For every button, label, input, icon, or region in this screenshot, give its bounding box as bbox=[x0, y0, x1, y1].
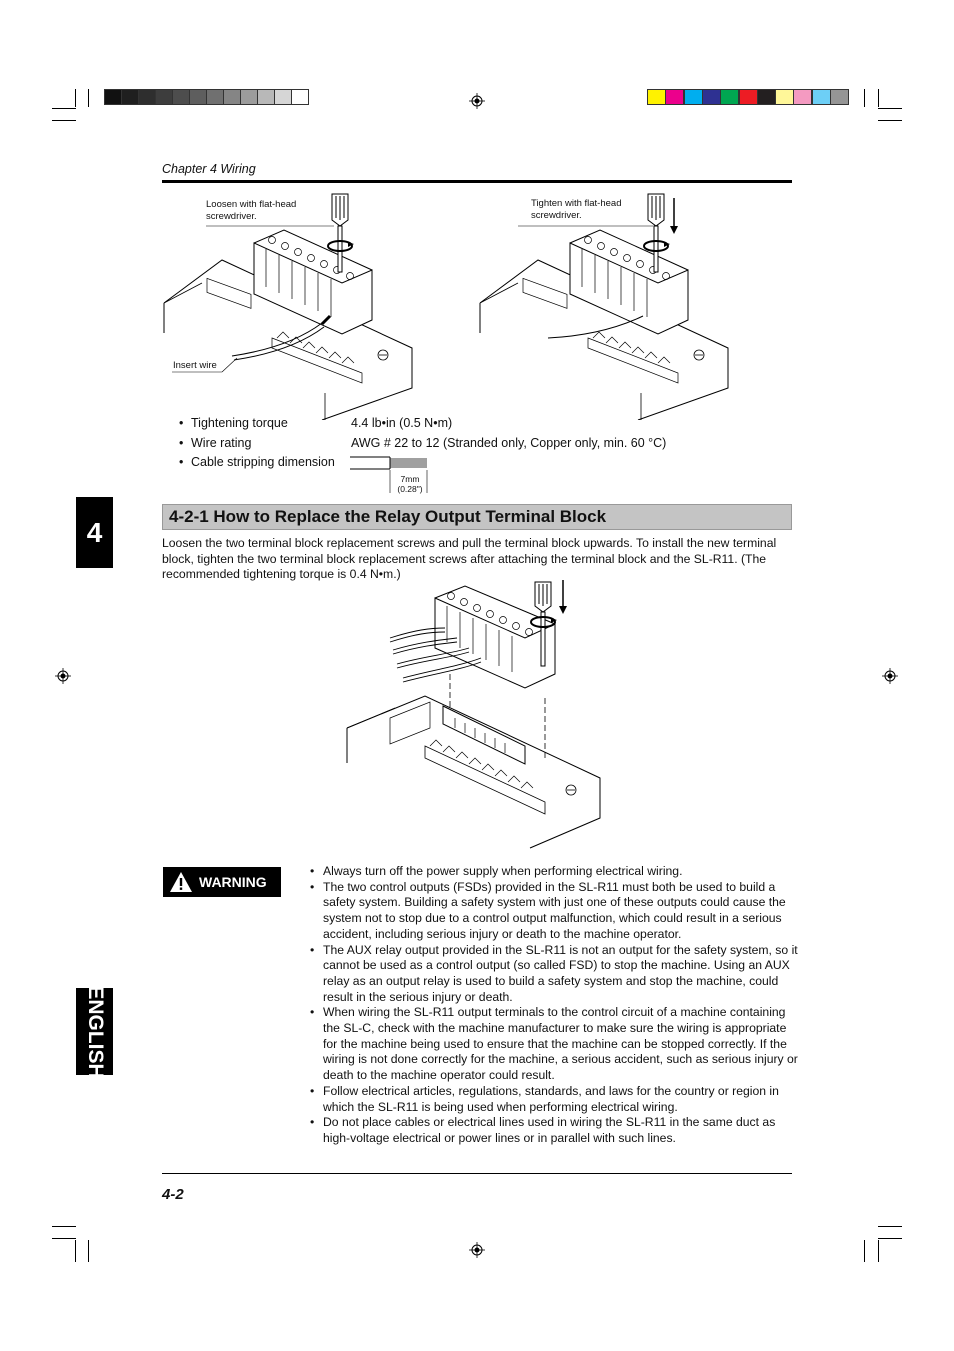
warning-item: • When wiring the SL-R11 output terminals to the control circuit of a machine containing the SL-C, check with the machine manufacturer to make sure the wiring is appropriate for the machine being used to ensure that the machine can be stopped correctly. If the wiring is not done correctly for the machine, a serious accident, such as serious injury or death to the machine operator could result. bbox=[308, 1005, 798, 1084]
page-number: 4-2 bbox=[162, 1186, 184, 1203]
spec-label-torque: Tightening torque bbox=[191, 416, 288, 430]
crop-mark bbox=[75, 89, 76, 107]
crop-mark bbox=[864, 89, 865, 107]
gray-swatch bbox=[240, 89, 258, 105]
crop-mark bbox=[52, 1226, 76, 1227]
crop-mark bbox=[878, 1240, 879, 1262]
color-swatch bbox=[720, 89, 739, 105]
spec-label-strip: Cable stripping dimension bbox=[191, 455, 335, 469]
insert-wire-callout: Insert wire bbox=[173, 360, 217, 371]
warning-badge bbox=[163, 867, 281, 897]
gray-swatch bbox=[172, 89, 190, 105]
gray-swatch bbox=[257, 89, 275, 105]
color-swatch bbox=[647, 89, 666, 105]
gray-swatch bbox=[291, 89, 309, 105]
crop-mark bbox=[878, 1238, 902, 1239]
gray-swatch bbox=[189, 89, 207, 105]
crop-mark bbox=[88, 89, 89, 107]
tighten-callout: Tighten with flat-head screwdriver. bbox=[531, 198, 622, 221]
gray-swatch bbox=[155, 89, 173, 105]
terminal-unit-right bbox=[480, 194, 732, 420]
crop-mark bbox=[878, 1226, 902, 1227]
registration-mark-icon bbox=[469, 1242, 485, 1258]
gray-swatch bbox=[206, 89, 224, 105]
gray-swatch bbox=[104, 89, 122, 105]
spec-bullet: • bbox=[179, 455, 184, 469]
color-swatch bbox=[702, 89, 721, 105]
crop-mark bbox=[52, 108, 76, 109]
warning-item: • The two control outputs (FSDs) provided in the SL-R11 must both be used to build a safety system. Building a safety system with just one of these outputs could cause the system not to stop due to a control output malfunction, which could result in a serious accident, including serious injury or death to the machine operator. bbox=[308, 880, 798, 943]
terminal-replacement-illustration bbox=[345, 578, 603, 858]
crop-mark bbox=[52, 120, 76, 121]
gray-swatch bbox=[274, 89, 292, 105]
color-swatch bbox=[684, 89, 703, 105]
crop-mark bbox=[75, 1240, 76, 1262]
gray-swatch bbox=[138, 89, 156, 105]
color-swatch bbox=[739, 89, 758, 105]
warning-label: WARNING bbox=[199, 874, 267, 890]
terminal-unit-left bbox=[164, 194, 412, 420]
spec-bullet: • bbox=[179, 416, 184, 430]
language-tab-label: ENGLISH bbox=[83, 984, 107, 1079]
header-rule bbox=[162, 180, 792, 183]
color-swatch bbox=[665, 89, 684, 105]
section-paragraph: Loosen the two terminal block replacement screws and pull the terminal block upwards. To install the new terminal block, tighten the two terminal block replacement screws after attaching the terminal block and the SL-R11. (The recommended tightening torque is 0.4 N•m.) bbox=[162, 536, 777, 581]
language-tab bbox=[76, 984, 113, 1079]
warning-triangle-icon bbox=[169, 871, 193, 893]
footer-rule bbox=[162, 1173, 792, 1174]
spec-value-torque: 4.4 lb•in (0.5 N•m) bbox=[351, 416, 453, 430]
warning-item: • Always turn off the power supply when performing electrical wiring. bbox=[308, 864, 798, 880]
section-title: 4-2-1 How to Replace the Relay Output Terminal Block bbox=[169, 507, 607, 526]
registration-mark-icon bbox=[55, 668, 71, 684]
warning-item: • The AUX relay output provided in the SL-R11 is not an output for the safety system, so it cannot be used as a control output (so called FSD) to stop the machine. Using an AUX relay as an output relay is used to build a safety system and stop the machine, could result in the serious injury or death. bbox=[308, 943, 798, 1006]
color-swatch bbox=[775, 89, 794, 105]
crop-mark bbox=[878, 89, 879, 107]
registration-mark-icon bbox=[882, 668, 898, 684]
warning-list bbox=[308, 864, 798, 1147]
color-swatch bbox=[757, 89, 776, 105]
crop-mark bbox=[864, 1240, 865, 1262]
loosen-callout: Loosen with flat-head screwdriver. bbox=[206, 199, 297, 222]
chapter-header: Chapter 4 Wiring bbox=[162, 162, 256, 176]
crop-mark bbox=[878, 120, 902, 121]
crop-mark bbox=[878, 108, 902, 109]
warning-item: • Follow electrical articles, regulations, standards, and laws for the country or region in which the SL-R11 is being used when performing electrical wiring. bbox=[308, 1084, 798, 1115]
crop-mark bbox=[52, 1238, 76, 1239]
strip-dimension: 7mm (0.28") bbox=[397, 474, 423, 494]
color-swatch bbox=[830, 89, 849, 105]
color-swatch bbox=[793, 89, 812, 105]
registration-mark-icon bbox=[469, 93, 485, 109]
chapter-tab: 4 bbox=[76, 497, 113, 568]
gray-swatch bbox=[223, 89, 241, 105]
spec-bullet: • bbox=[179, 436, 184, 450]
spec-value-wire: AWG # 22 to 12 (Stranded only, Copper only, min. 60 °C) bbox=[351, 436, 667, 450]
gray-swatch bbox=[121, 89, 139, 105]
warning-item: • Do not place cables or electrical lines used in wiring the SL-R11 in the same duct as high-voltage electrical or power lines or in parallel with such lines. bbox=[308, 1115, 798, 1146]
crop-mark bbox=[88, 1240, 89, 1262]
spec-label-wire: Wire rating bbox=[191, 436, 252, 450]
color-swatch bbox=[812, 89, 831, 105]
